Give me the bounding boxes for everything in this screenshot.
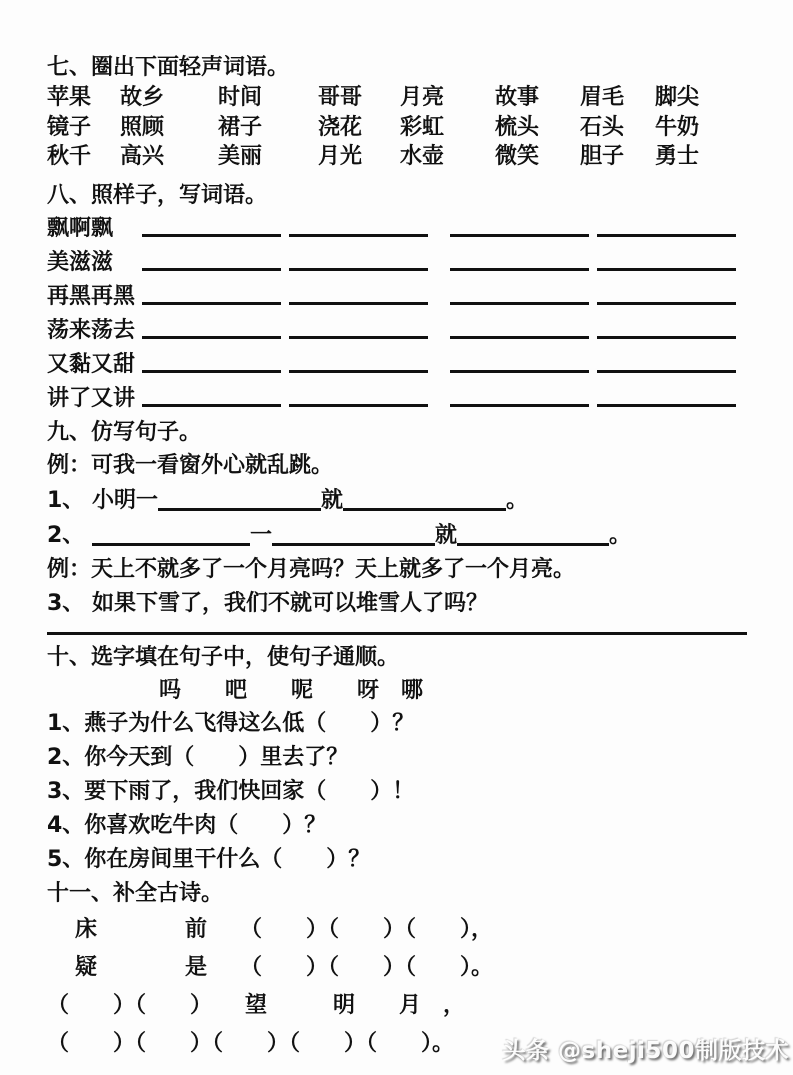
- poem-line: （ ）（ ） 望 明 月 ，: [47, 992, 466, 1018]
- section-10: [47, 641, 793, 877]
- blank-line: [289, 233, 428, 237]
- fill-in-row: [47, 382, 793, 416]
- word-cell: 美丽: [218, 144, 263, 169]
- word-cell: 镜子: [47, 114, 92, 140]
- particle-options: 吗 吧 呢 呀 哪: [159, 677, 424, 703]
- word-cell: 眉毛: [580, 85, 625, 110]
- blank-line: [92, 542, 250, 546]
- fill-in-row: [47, 280, 793, 314]
- cloze-sentence: 4、你喜欢吃牛肉（ ）？: [47, 812, 327, 838]
- text-fragment: 1、 小明一: [47, 487, 158, 513]
- blank-line: [450, 267, 589, 271]
- blank-line: [597, 369, 736, 373]
- example-word: 讲了又讲: [47, 385, 136, 411]
- example-word: 美滋滋: [47, 249, 114, 275]
- text-fragment: 2、: [47, 522, 92, 548]
- section-9: [47, 416, 793, 621]
- poem-line: 床 前 （ ）（ ）（ ），: [75, 916, 494, 942]
- blank-line: [142, 267, 281, 271]
- blank-line: [289, 403, 428, 407]
- word-cell: 牛奶: [655, 114, 700, 140]
- word-cell: 彩虹: [400, 114, 445, 140]
- example-word: 再黑再黑: [47, 283, 136, 309]
- word-cell: 月亮: [400, 85, 445, 110]
- blank-line: [597, 403, 736, 407]
- sentence-example-1: 例：可我一看窗外心就乱跳。: [47, 452, 334, 478]
- word-cell: 梳头: [495, 114, 540, 140]
- section-8: [47, 180, 793, 416]
- section-7-title: 七、圈出下面轻声词语。: [47, 55, 290, 80]
- fill-sentence-3: 3、 如果下雪了，我们不就可以堆雪人了吗？: [47, 590, 488, 616]
- blank-line: [457, 542, 609, 546]
- sentence-example-2: 例：天上不就多了一个月亮吗？天上就多了一个月亮。: [47, 556, 576, 582]
- text-fragment: 就: [434, 522, 457, 548]
- blank-line: [597, 301, 736, 305]
- word-cell: 微笑: [495, 144, 540, 169]
- poem-line: （ ）（ ）（ ）（ ）（ ）。: [47, 1030, 455, 1056]
- section-10-title: 十、选字填在句子中，使句子通顺。: [47, 644, 400, 670]
- text-fragment: 就: [320, 487, 343, 513]
- word-cell: 水壶: [400, 144, 445, 169]
- blank-line: [343, 507, 506, 511]
- cloze-sentence: 3、要下雨了，我们快回家（ ）！: [47, 778, 415, 804]
- blank-line: [450, 335, 589, 339]
- fill-sentence-1: [47, 483, 793, 518]
- word-cell: 故事: [495, 85, 540, 110]
- blank-line: [450, 403, 589, 407]
- word-cell: 月光: [318, 144, 363, 169]
- blank-line: [158, 507, 321, 511]
- blank-line: [289, 335, 428, 339]
- cloze-sentence: 1、燕子为什么飞得这么低（ ）？: [47, 710, 415, 736]
- blank-line: [142, 335, 281, 339]
- blank-line: [597, 233, 736, 237]
- text-fragment: 一: [249, 522, 272, 548]
- fill-in-row: [47, 348, 793, 382]
- poem-line: 疑 是 （ ）（ ）（ ）。: [75, 954, 494, 980]
- blank-line: [142, 403, 281, 407]
- blank-line: [450, 301, 589, 305]
- blank-line: [450, 233, 589, 237]
- word-cell: 石头: [580, 114, 625, 140]
- text-fragment: 。: [505, 487, 528, 513]
- word-cell: 照顾: [120, 114, 165, 140]
- word-cell: 时间: [218, 85, 263, 110]
- word-cell: 胆子: [580, 144, 625, 169]
- example-word: 飘啊飘: [47, 215, 114, 241]
- fill-sentence-2: [47, 518, 793, 553]
- blank-line: [450, 369, 589, 373]
- blank-line: [597, 267, 736, 271]
- text-fragment: 。: [609, 522, 632, 548]
- word-cell: 裙子: [218, 114, 263, 140]
- blank-line: [272, 542, 435, 546]
- word-cell: 脚尖: [655, 85, 700, 110]
- blank-line: [289, 369, 428, 373]
- word-cell: 哥哥: [318, 85, 363, 110]
- section-divider: [47, 632, 747, 635]
- cloze-sentence: 5、你在房间里干什么（ ）？: [47, 846, 371, 872]
- blank-line: [289, 267, 428, 271]
- blank-line: [142, 233, 281, 237]
- word-cell: 浇花: [318, 114, 363, 140]
- cloze-sentence: 2、你今天到（ ）里去了？: [47, 744, 349, 770]
- example-word: 荡来荡去: [47, 317, 136, 343]
- word-cell: 高兴: [120, 144, 165, 169]
- section-11-title: 十一、补全古诗。: [47, 880, 224, 906]
- fill-in-row: [47, 246, 793, 280]
- blank-line: [289, 301, 428, 305]
- word-cell: 故乡: [120, 85, 165, 110]
- fill-in-row: [47, 212, 793, 246]
- blank-line: [142, 369, 281, 373]
- fill-in-row: [47, 314, 793, 348]
- section-8-title: 八、照样子，写词语。: [47, 182, 268, 208]
- watermark: 头条 @sheji500制版技术: [502, 1038, 789, 1064]
- example-word: 又黏又甜: [47, 351, 136, 377]
- word-grid: [47, 83, 747, 172]
- word-cell: 秋千: [47, 144, 92, 169]
- word-cell: 苹果: [47, 85, 92, 110]
- word-cell: 勇士: [655, 144, 700, 169]
- blank-line: [597, 335, 736, 339]
- blank-line: [142, 301, 281, 305]
- section-9-title: 九、仿写句子。: [47, 419, 202, 445]
